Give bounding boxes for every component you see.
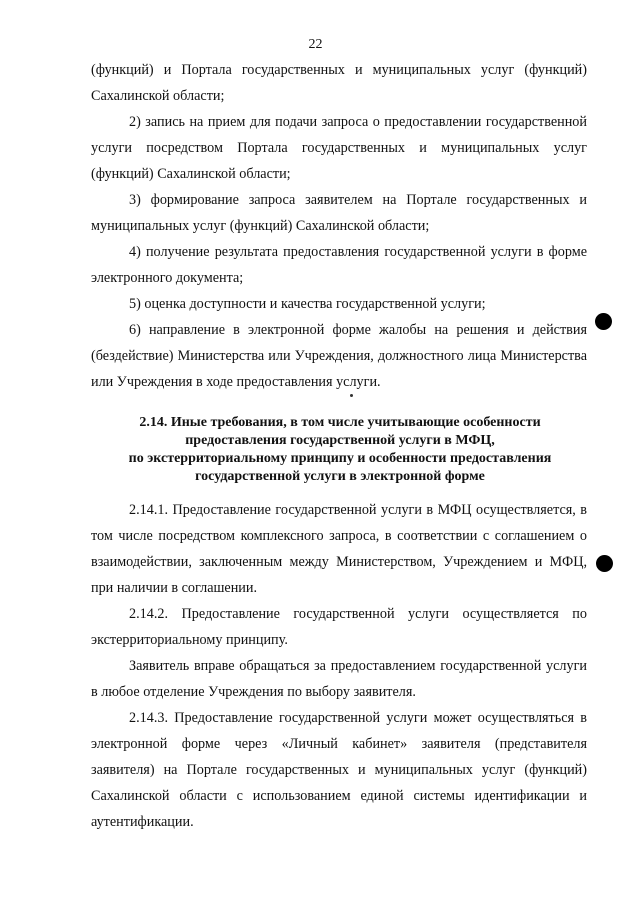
clause-2-14-1: 2.14.1. Предоставление государственной услуги в МФЦ осуществляется, в том числе посредством комплексного запроса, в соответствии с соглашением о взаимодействии, заключенным между Министерством, Учреждением и МФЦ, при наличии в соглашении. xyxy=(91,502,587,596)
section-heading-line-3: по экстерриториальному принципу и особенности предоставления xyxy=(128,451,552,466)
section-heading-line-2: предоставления государственной услуги в МФЦ, xyxy=(185,433,495,448)
scan-speck xyxy=(350,394,353,397)
binder-punch-hole-top xyxy=(595,313,612,330)
list-item-5: 5) оценка доступности и качества государственной услуги; xyxy=(129,296,486,312)
list-item-3: 3) формирование запроса заявителем на Портале государственных и муниципальных услуг (функций) Сахалинской области; xyxy=(91,192,587,234)
list-item-4: 4) получение результата предоставления государственной услуги в форме электронного документа; xyxy=(91,244,587,286)
paragraph-continuation: (функций) и Портала государственных и муниципальных услуг (функций) Сахалинской области; xyxy=(91,62,587,104)
list-item-2: 2) запись на прием для подачи запроса о предоставлении государственной услуги посредством Портала государственных и муниципальных услуг (функций) Сахалинской области; xyxy=(91,114,587,182)
applicant-right-paragraph: Заявитель вправе обращаться за предоставлением государственной услуги в любое отделение Учреждения по выбору заявителя. xyxy=(91,658,587,700)
page-number: 22 xyxy=(308,37,323,52)
clause-2-14-2: 2.14.2. Предоставление государственной услуги осуществляется по экстерриториальному принципу. xyxy=(91,606,587,648)
section-heading-line-4: государственной услуги в электронной форме xyxy=(195,469,485,484)
section-heading xyxy=(80,414,600,486)
binder-punch-hole-bottom xyxy=(596,555,613,572)
section-heading-line-1: 2.14. Иные требования, в том числе учитывающие особенности xyxy=(139,415,541,430)
list-item-6: 6) направление в электронной форме жалобы на решения и действия (бездействие) Министерства или Учреждения, должностного лица Министерства или Учреждения в ходе предоставления услуги. xyxy=(91,322,587,390)
clause-2-14-3: 2.14.3. Предоставление государственной услуги может осуществляться в электронной форме через «Личный кабинет» заявителя (представителя заявителя) на Портале государственных и муниципальных услуг (функций) Сахалинской области с использованием единой системы идентификации и аутентификации. xyxy=(91,710,587,830)
